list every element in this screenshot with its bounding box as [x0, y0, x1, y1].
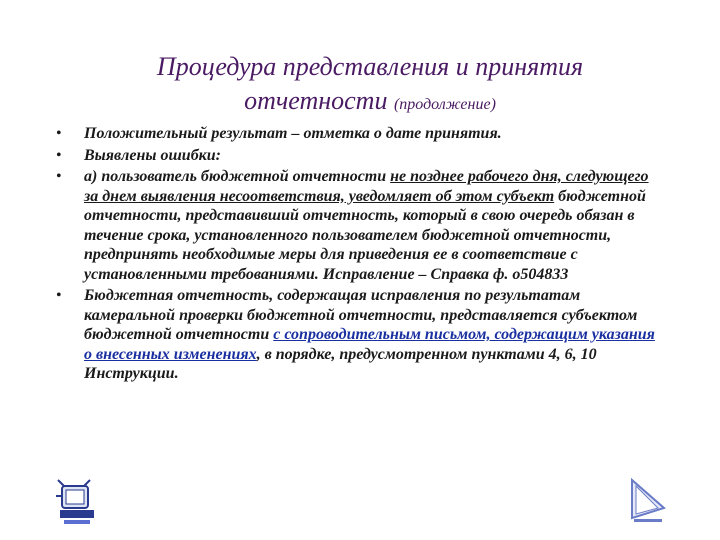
bullet-link-text[interactable]: с сопроводительным письмом, содержащим указания о внесенных изменениях: [84, 326, 655, 363]
bullet-dot: •: [56, 125, 62, 142]
slide-title: [90, 50, 650, 122]
bullet-dot: •: [56, 168, 62, 185]
bullet-text: Положительный результат – отметка о дате принятия.: [84, 125, 502, 142]
bullet-item: [56, 167, 656, 284]
bullet-text: а) пользователь бюджетной отчетности: [84, 168, 387, 185]
bullet-text: Исправление – Справка ф. о504833: [322, 265, 569, 283]
bullet-dot: •: [56, 146, 62, 164]
bullet-item: [56, 146, 656, 166]
bullet-text: , в порядке, предусмотренном пунктами 4, 6, 10 Инструкции.: [84, 345, 597, 382]
title-line-2-sub: (продолжение): [393, 96, 496, 113]
triangle-logo-icon: [628, 478, 668, 524]
bullet-underlined-text: не позднее рабочего дня, следующего за днем выявления несоответствия, уведомляет об этом субъект: [84, 168, 649, 205]
title-line-1: Процедура представления и принятия: [156, 52, 584, 81]
title-line-2-main: отчетности: [244, 86, 388, 115]
bullet-dot: •: [56, 287, 62, 304]
bullet-text: Бюджетная отчетность, содержащая исправления по результатам камеральной проверки бюджетной отчетности, представляется субъектом бюджетной отчетности: [84, 287, 638, 343]
computer-logo-icon: [54, 478, 102, 526]
title-line-2: [90, 84, 650, 122]
bullet-list: [56, 124, 656, 386]
bullet-text: Выявлены ошибки:: [84, 146, 222, 164]
bullet-item: [56, 286, 656, 384]
bullet-text: бюджетной отчетности, представивший отчетность, который в свою очередь обязан в течение срока, установленного пользователем бюджетной отчетности, предпринять необходимые меры для приведения ее в соответствие с установленными требованиями.: [84, 187, 646, 283]
bullet-item: [56, 124, 656, 144]
